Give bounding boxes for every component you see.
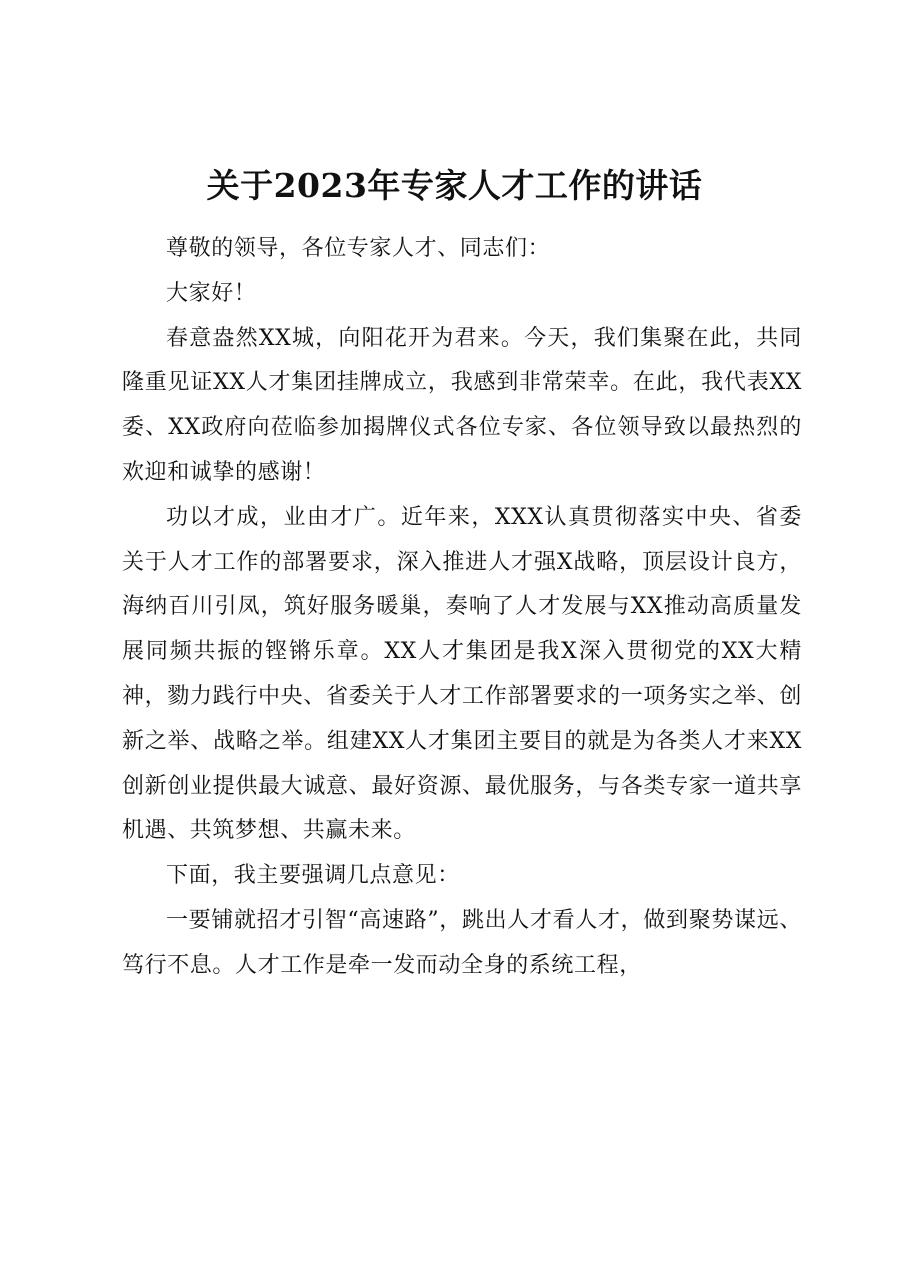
paragraph-salutation: 尊敬的领导，各位专家人才、同志们：	[166, 236, 551, 261]
paragraph-greeting: 大家好！	[166, 280, 257, 306]
document-title: 关于2023年专家人才工作的讲话	[206, 166, 703, 205]
paragraph-transition: 下面，我主要强调几点意见：	[166, 863, 460, 889]
paragraph-background: 功以才成，业由才广。近年来，XXX认真贯彻落实中央、省委关于人才工作的部署要求，深入推进人才强X战略，顶层设计良方，海纳百川引凤，筑好服务暖巢，奏响了人才发展与XX推动高质量发展同频共振的铿锵乐章。XX人才集团是我X深入贯彻党的XX大精神，勠力践行中央、省委关于人才工作部署要求的一项务实之举、创新之举、战略之举。组建XX人才集团主要目的就是为各类人才来XX创新创业提供最大诚意、最好资源、最优服务，与各类专家一道共享机遇、共筑梦想、共赢未来。	[122, 504, 802, 844]
paragraph-point-one: 一要铺就招才引智“高速路”，跳出人才看人才，做到聚势谋远、笃行不息。人才工作是牵一发而动全身的系统工程，	[122, 907, 802, 978]
paragraph-opening: 春意盎然XX城，向阳花开为君来。今天，我们集聚在此，共同隆重见证XX人才集团挂牌成立，我感到非常荣幸。在此，我代表XX委、XX政府向莅临参加揭牌仪式各位专家、各位领导致以最热烈的欢迎和诚挚的感谢！	[122, 325, 802, 485]
document-body	[122, 227, 802, 989]
